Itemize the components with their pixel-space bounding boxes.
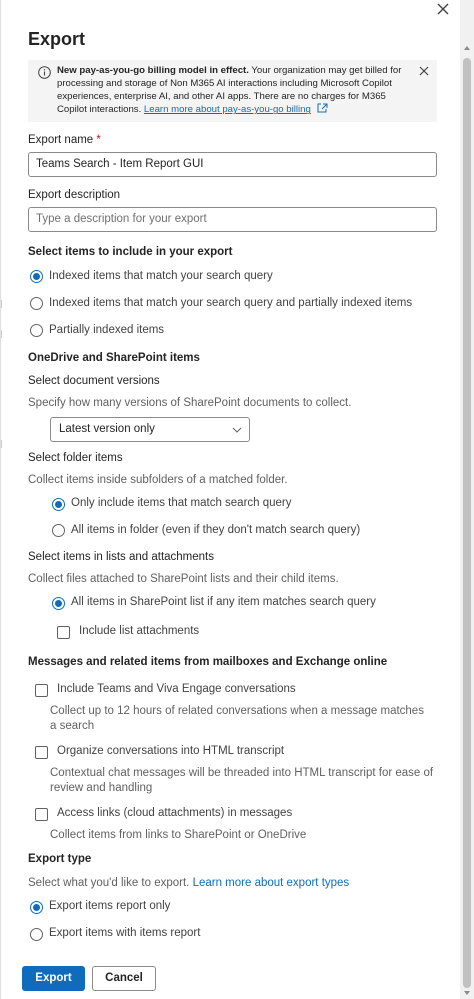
option-all-list-items[interactable]: All items in SharePoint list if any item matches search query (71, 596, 376, 608)
export-description-input[interactable]: Type a description for your export (28, 207, 437, 232)
page-title: Export (28, 29, 86, 49)
radio-report-only[interactable] (30, 901, 43, 914)
edge-tick (1, 330, 2, 338)
doc-versions-label: Select document versions (28, 375, 160, 387)
option-all-folder-items[interactable]: All items in folder (even if they don't match search query) (71, 524, 361, 536)
option-access-links[interactable]: Access links (cloud attachments) in messages (57, 807, 293, 819)
cancel-button[interactable]: Cancel (92, 966, 156, 991)
banner-bold: New pay-as-you-go billing model in effect. (57, 65, 249, 76)
banner-body: Your organization may get billed for processing and storage of Non M365 AI interactions including Microsoft Copilot experiences, enterprise AI, and other AI apps. There are no charges for M365 Copilot interactions. (57, 65, 402, 116)
teams-conversations-help: Collect up to 12 hours of related conversations when a message matches a search (50, 705, 424, 732)
option-items-with-report[interactable]: Export items with items report (49, 927, 201, 939)
export-button[interactable]: Export (22, 966, 85, 991)
billing-banner (28, 60, 437, 122)
doc-versions-value: Latest version only (59, 423, 155, 435)
chevron-down-icon (232, 425, 242, 435)
select-items-heading: Select items to include in your export (28, 246, 233, 258)
checkbox-html-transcript[interactable] (35, 746, 48, 759)
scroll-down-arrow-icon[interactable] (463, 989, 471, 997)
option-only-matching[interactable]: Only include items that match search query (71, 497, 292, 509)
scrollbar-thumb[interactable] (463, 58, 471, 988)
lists-label: Select items in lists and attachments (28, 551, 214, 563)
radio-items-with-report[interactable] (30, 928, 43, 941)
scroll-up-arrow-icon[interactable] (463, 44, 471, 52)
banner-text (57, 65, 412, 117)
close-icon[interactable] (433, 0, 453, 20)
option-list-attachments[interactable]: Include list attachments (79, 625, 200, 637)
option-indexed-and-partial[interactable]: Indexed items that match your search query and partially indexed items (49, 297, 413, 309)
folder-items-help: Collect items inside subfolders of a matched folder. (28, 474, 288, 486)
export-type-help-text: Select what you'd like to export. (28, 877, 193, 889)
required-mark: * (96, 134, 101, 146)
edge-tick (1, 440, 2, 448)
export-name-label (28, 134, 101, 146)
onedrive-heading: OneDrive and SharePoint items (28, 352, 200, 364)
export-description-label: Export description (28, 189, 121, 201)
export-name-input[interactable]: Teams Search - Item Report GUI (28, 152, 437, 177)
external-link-icon[interactable] (317, 103, 328, 113)
radio-indexed-and-partial[interactable] (30, 297, 43, 310)
option-report-only[interactable]: Export items report only (49, 900, 171, 912)
option-indexed-items[interactable]: Indexed items that match your search query (49, 270, 273, 282)
doc-versions-help: Specify how many versions of SharePoint documents to collect. (28, 397, 352, 409)
edge-tick (1, 300, 2, 308)
option-html-transcript[interactable]: Organize conversations into HTML transcript (57, 745, 285, 757)
radio-all-list-items[interactable] (52, 597, 65, 610)
lists-help: Collect files attached to SharePoint lists and their child items. (28, 573, 339, 585)
radio-only-matching[interactable] (52, 498, 65, 511)
export-type-heading: Export type (28, 853, 92, 865)
checkbox-list-attachments[interactable] (57, 626, 70, 639)
export-types-link[interactable]: Learn more about export types (192, 877, 350, 889)
doc-versions-select[interactable] (50, 417, 250, 442)
html-transcript-help: Contextual chat messages will be threaded into HTML transcript for ease of review and handling (50, 767, 434, 794)
dismiss-icon[interactable] (418, 65, 430, 77)
messages-heading: Messages and related items from mailboxes and Exchange online (28, 656, 388, 668)
checkbox-teams-conversations[interactable] (35, 684, 48, 697)
info-icon (38, 66, 51, 79)
folder-items-label: Select folder items (28, 452, 123, 464)
radio-indexed-items[interactable] (30, 270, 43, 283)
option-teams-conversations[interactable]: Include Teams and Viva Engage conversations (57, 683, 296, 695)
radio-partially-indexed[interactable] (30, 324, 43, 337)
checkbox-access-links[interactable] (35, 808, 48, 821)
export-name-label-text: Export name (28, 134, 94, 146)
option-partially-indexed[interactable]: Partially indexed items (49, 324, 165, 336)
radio-all-folder-items[interactable] (52, 524, 65, 537)
billing-link[interactable]: Learn more about pay-as-you-go billing (143, 104, 311, 116)
access-links-help: Collect items from links to SharePoint or OneDrive (50, 829, 307, 841)
export-type-help (28, 876, 349, 891)
